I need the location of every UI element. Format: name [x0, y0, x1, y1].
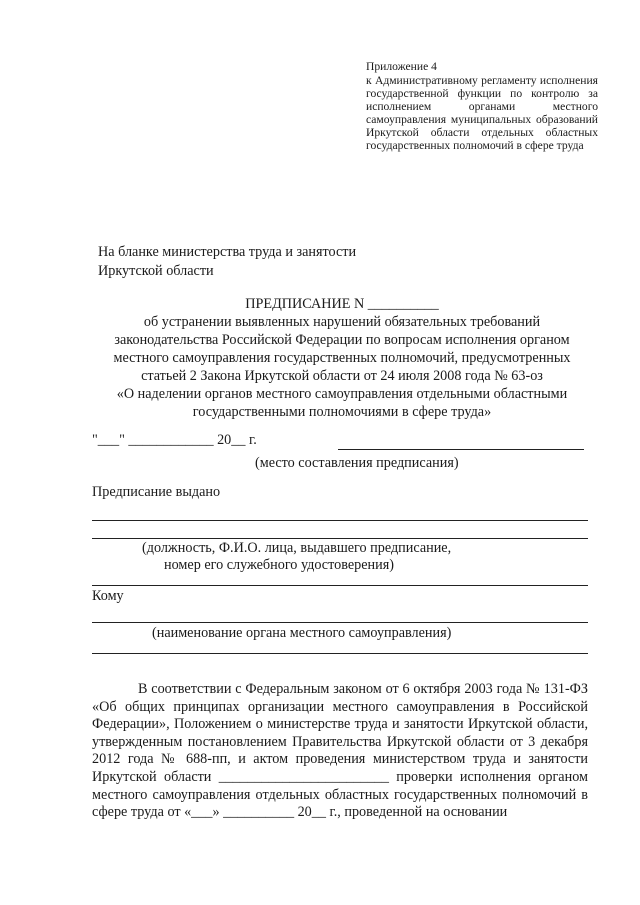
issued-blank-line-2 [92, 538, 588, 539]
heading-line: законодательства Российской Федерации по вопросам исполнения органом [114, 332, 570, 348]
main-paragraph: В соответствии с Федеральным законом от 6 октября 2003 года № 131-ФЗ «Об общих принципах организации местного самоуправления в Российской Федерации», Положением о министерстве труда и занятости Иркутской области, утвержденным постановлением Правительства Иркутской области от 3 декабря 2012 года № 688-пп, и актом проведения министерством труда и занятости Иркутской области ________________________ проверки исполнения органом местного самоуправления отдельных областных государственных полномочий в сфере труда от «___» __________ 20__ г., проведенной на основании [92, 681, 588, 821]
appendix-title: Приложение 4 [366, 60, 437, 73]
issued-label: Предписание выдано [92, 484, 221, 500]
heading-line: местного самоуправления государственных полномочий, предусмотренных [113, 350, 571, 366]
document-title: ПРЕДПИСАНИЕ N __________ [245, 296, 439, 312]
recipient-blank-line-1 [92, 622, 588, 623]
letterhead-line-2: Иркутской области [98, 263, 214, 279]
issued-caption-line-1: (должность, Ф.И.О. лица, выдавшего предписание, [142, 540, 452, 556]
place-blank-line [338, 449, 584, 450]
issued-caption [142, 540, 451, 574]
letterhead-line-1: На бланке министерства труда и занятости [98, 244, 357, 260]
heading-line: статьей 2 Закона Иркутской области от 24 июля 2008 года № 63-оз [141, 368, 543, 384]
heading-line: «О наделении органов местного самоуправления отдельными областными [116, 386, 568, 402]
heading-line: об устранении выявленных нарушений обязательных требований [143, 314, 541, 330]
recipient-blank-line-2 [92, 653, 588, 654]
appendix-reference [366, 60, 598, 152]
date-field: "___" ____________ 20__ г. [92, 432, 257, 448]
recipient-caption: (наименование органа местного самоуправления) [152, 625, 452, 641]
place-caption: (место составления предписания) [255, 455, 459, 471]
issued-caption-line-2: номер его служебного удостоверения) [164, 557, 394, 573]
letterhead-note [98, 243, 518, 281]
issued-blank-line-3 [92, 585, 588, 586]
appendix-body: к Административному регламенту исполнения государственной функции по контролю за исполнением органами местного самоуправления муниципальных образований Иркутской области отдельных областных государственных полномочий в сфере труда [366, 74, 598, 152]
issued-blank-line-1 [92, 520, 588, 521]
heading-line: государственными полномочиями в сфере труда» [192, 404, 492, 420]
recipient-label: Кому [92, 588, 124, 604]
document-heading [92, 295, 592, 421]
date-place-row [92, 432, 592, 454]
